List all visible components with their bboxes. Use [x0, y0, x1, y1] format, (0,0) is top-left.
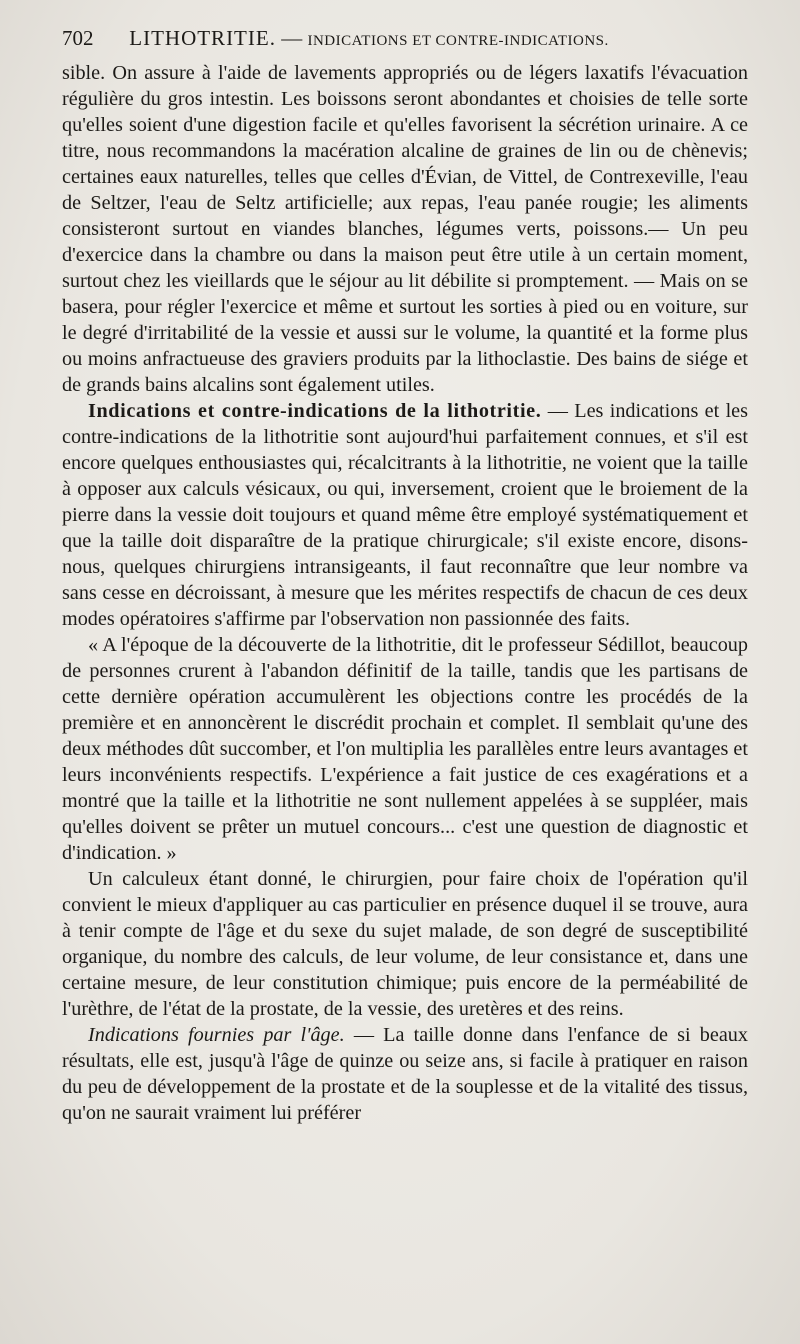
running-header: [62, 22, 752, 54]
running-subtitle: INDICATIONS ET CONTRE-INDICATIONS.: [307, 33, 609, 49]
running-title: LITHOTRITIE.: [129, 26, 276, 50]
paragraph-text: — La taille donne dans l'enfance de si beaux résultats, elle est, jusqu'à l'âge de quinze ou seize ans, si facile à pratiquer en raison du peu de développement de la prostate et de la souplesse et de la vitalité des tissus, qu'on ne saurait vraiment lui préférer: [62, 1024, 748, 1124]
paragraph-continuation: sible. On assure à l'aide de lavements appropriés ou de légers laxatifs l'évacuation régulière du gros intestin. Les boissons seront abondantes et choisies de telle sorte qu'elles soient d'une digestion facile et qu'elles favorisent la sécrétion urinaire. A ce titre, nous recommandons la macération alcaline de graines de lin ou de chènevis; certaines eaux naturelles, telles que celles d'Évian, de Vittel, de Contrexeville, l'eau de Seltzer, l'eau de Seltz artificielle; aux repas, l'eau panée rougie; les aliments consisteront surtout en viandes blanches, légumes verts, poissons.— Un peu d'exercice dans la chambre ou dans la maison peut être utile à un certain moment, surtout chez les vieillards que le séjour au lit débilite si promptement. — Mais on se basera, pour régler l'exercice et même et surtout les sorties à pied ou en voiture, sur le degré d'irritabilité de la vessie et aussi sur le volume, la quantité et la forme plus ou moins anfractueuse des graviers produits par la lithoclastie. Des bains de siége et de grands bains alcalins sont également utiles.: [62, 62, 748, 396]
paragraph-quote-sedillot: « A l'époque de la découverte de la lithotritie, dit le professeur Sédillot, beaucoup de personnes crurent à l'abandon définitif de la taille, tandis que les partisans de cette dernière opération accumulèrent les objections contre les procédés de la première et en annoncèrent le discrédit prochain et complet. Il semblait qu'une des deux méthodes dût succomber, et l'on multiplia les parallèles entre leurs avantages et leurs inconvénients respectifs. L'expérience a fait justice de ces exagérations et a montré que la taille et la lithotritie ne sont nullement appelées à se suppléer, mais qu'elles doivent se prêter un mutuel concours... c'est une question de diagnostic et d'indication. »: [62, 634, 748, 864]
section-heading: Indications et contre-indications de la lithotritie.: [88, 400, 542, 422]
header-separator: —: [281, 26, 303, 50]
body-text: [62, 60, 748, 1126]
paragraph-age: [62, 1022, 748, 1126]
paragraph-calculeux: Un calculeux étant donné, le chirurgien, pour faire choix de l'opération qu'il convient le mieux d'appliquer au cas particulier en présence duquel il se trouve, aura à tenir compte de l'âge et du sexe du sujet malade, de son degré de susceptibilité organique, du nombre des calculs, de leur volume, de leur consistance et, dans une certaine mesure, de leur constitution chimique; puis encore de la perméabilité de l'urèthre, de l'état de la prostate, de la vessie, des uretères et des reins.: [62, 868, 748, 1020]
page-number: 702: [62, 26, 94, 50]
paragraph-indications: [62, 398, 748, 632]
paragraph-text: — Les indications et les contre-indications de la lithotritie sont aujourd'hui parfaitement connues, et s'il est encore quelques enthousiastes qui, récalcitrants à la lithotritie, ne voient que la taille à opposer aux calculs vésicaux, ou qui, inversement, croient que le broiement de la pierre dans la vessie doit toujours et quand même être employé systématiquement et que la taille doit disparaître de la pratique chirurgicale; s'il existe encore, disons-nous, quelques chirurgiens intransigeants, il faut reconnaître que leur nombre va sans cesse en décroissant, à mesure que les mérites respectifs de chacun de ces deux modes opératoires s'affirme par l'observation non passionnée des faits.: [62, 400, 748, 630]
subsection-heading: Indications fournies par l'âge.: [88, 1024, 345, 1046]
